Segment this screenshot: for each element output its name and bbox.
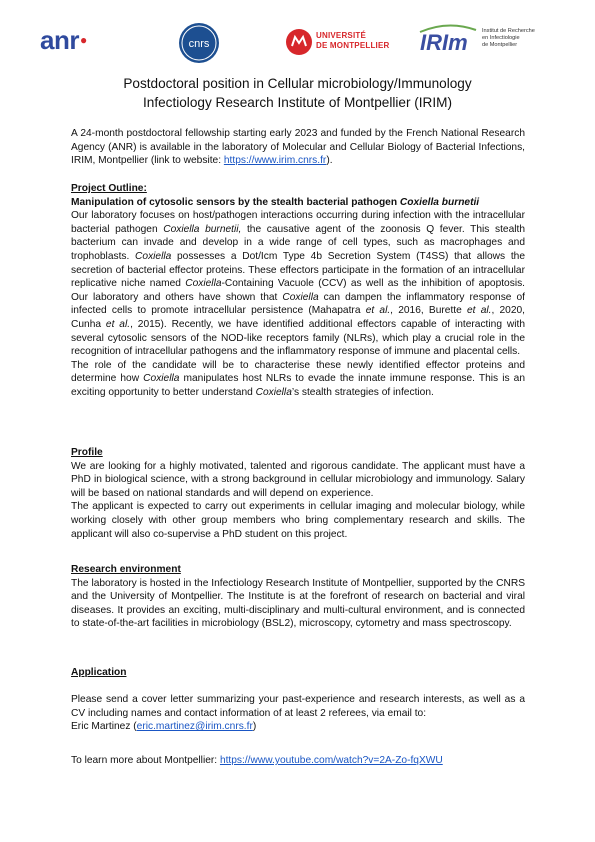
application-section xyxy=(71,666,525,734)
anr-logo: anr● xyxy=(40,25,87,55)
title-line-1: Postdoctoral position in Cellular microbiology/Immunology xyxy=(123,76,472,91)
profile-paragraph-2: The applicant is expected to carry out experiments in cellular imaging and molecular biology, while working closely with other group members who bring complementary research and skills. The applicant will also co-supervise a PhD student on this project. xyxy=(71,501,525,540)
project-subheading: Manipulation of cytosolic sensors by the stealth bacterial pathogen Coxiella burnetii xyxy=(71,196,480,208)
svg-text:cnrs: cnrs xyxy=(188,38,210,50)
project-outline-heading: Project Outline: xyxy=(71,183,147,194)
research-environment-section xyxy=(71,563,525,631)
application-heading: Application xyxy=(71,667,127,678)
montpellier-line: To learn more about Montpellier: https://www.youtube.com/watch?v=2A-Zo-fqXWU xyxy=(71,755,443,766)
montpellier-video-link[interactable]: https://www.youtube.com/watch?v=2A-Zo-fqXWU xyxy=(219,755,443,766)
universite-montpellier-logo: UNIVERSITÉ DE MONTPELLIER xyxy=(285,24,395,60)
project-outline-section xyxy=(71,182,525,400)
profile-section xyxy=(71,446,525,541)
project-paragraph-2: The role of the candidate will be to characterise these newly identified effector proteins and determine how Coxiella manipulates host NLRs to evade the innate immune response. This is an exciting opportunity to better understand Coxiella’s stealth strategies of infection. xyxy=(71,359,525,398)
irim-website-link[interactable]: https://www.irim.cnrs.fr xyxy=(223,155,327,167)
research-paragraph: The laboratory is hosted in the Infectiology Research Institute of Montpellier, supported by the CNRS and the University of Montpellier. The Institute is at the forefront of research on bacterial and viral diseases. It provides an exciting, multi-disciplinary and multi-cultural environment, and is connected to state-of-the-art facilities in microbiology (BSL2), microscopy, cytometry and mass spectroscopy. xyxy=(71,577,525,630)
title-line-2: Infectiology Research Institute of Montpellier (IRIM) xyxy=(142,95,452,110)
cnrs-logo xyxy=(178,22,220,64)
contact-email-link[interactable]: eric.martinez@irim.cnrs.fr xyxy=(136,721,253,733)
application-paragraph: Please send a cover letter summarizing your past-experience and research interests, as well as a CV including names and contact information of at least 2 referees, via email to: xyxy=(71,694,525,719)
project-paragraph-1: Our laboratory focuses on host/pathogen interactions occurring during infection with the intracellular bacterial pathogen Coxiella burnetii, the causative agent of the zoonosis Q fever. This stealth bacterium can invade and develop in a wide range of cell types, such as macrophages and trophoblasts. Coxiella possesses a Dot/Icm Type 4b Secretion System (T4SS) that allows the secretion of bacterial effector proteins. These effectors participate in the formation of an intracellular replicative niche named Coxiella-Containing Vacuole (CCV) as well as the inhibition of apoptosis. Our laboratory and others have shown that Coxiella can dampen the inflammatory response of infected cells to promote intracellular persistence (Mahapatra et al., 2016, Burette et al., 2020, Cunha et al., 2015). Recently, we have identified additional effectors capable of interacting with several cytosolic sensors of the NOD-like receptors family (NLRs), which play a crucial role in the recognition of intracellular pathogens and the inflammatory response of immune and placental cells. xyxy=(71,210,526,358)
research-environment-heading: Research environment xyxy=(71,564,181,575)
logo-bar xyxy=(0,22,595,62)
intro-paragraph: A 24-month postdoctoral fellowship starting early 2023 and funded by the French National Research Agency (ANR) is available in the laboratory of Molecular and Cellular Biology of Bacterial Infections, IRIM, Montpellier (link to website: https://www.irim.cnrs.fr). xyxy=(71,128,525,167)
contact-line: Eric Martinez (eric.martinez@irim.cnrs.fr) xyxy=(71,721,257,733)
profile-paragraph-1: We are looking for a highly motivated, talented and rigorous candidate. The applicant must have a PhD in biological science, with a strong background in cellular microbiology and immunology. Salary will be based on national standards and will depend on experience. xyxy=(71,460,525,499)
irim-logo: IRIm Institut de Recherche en Infectiologie de Montpellier xyxy=(418,24,568,60)
profile-heading: Profile xyxy=(71,447,103,458)
